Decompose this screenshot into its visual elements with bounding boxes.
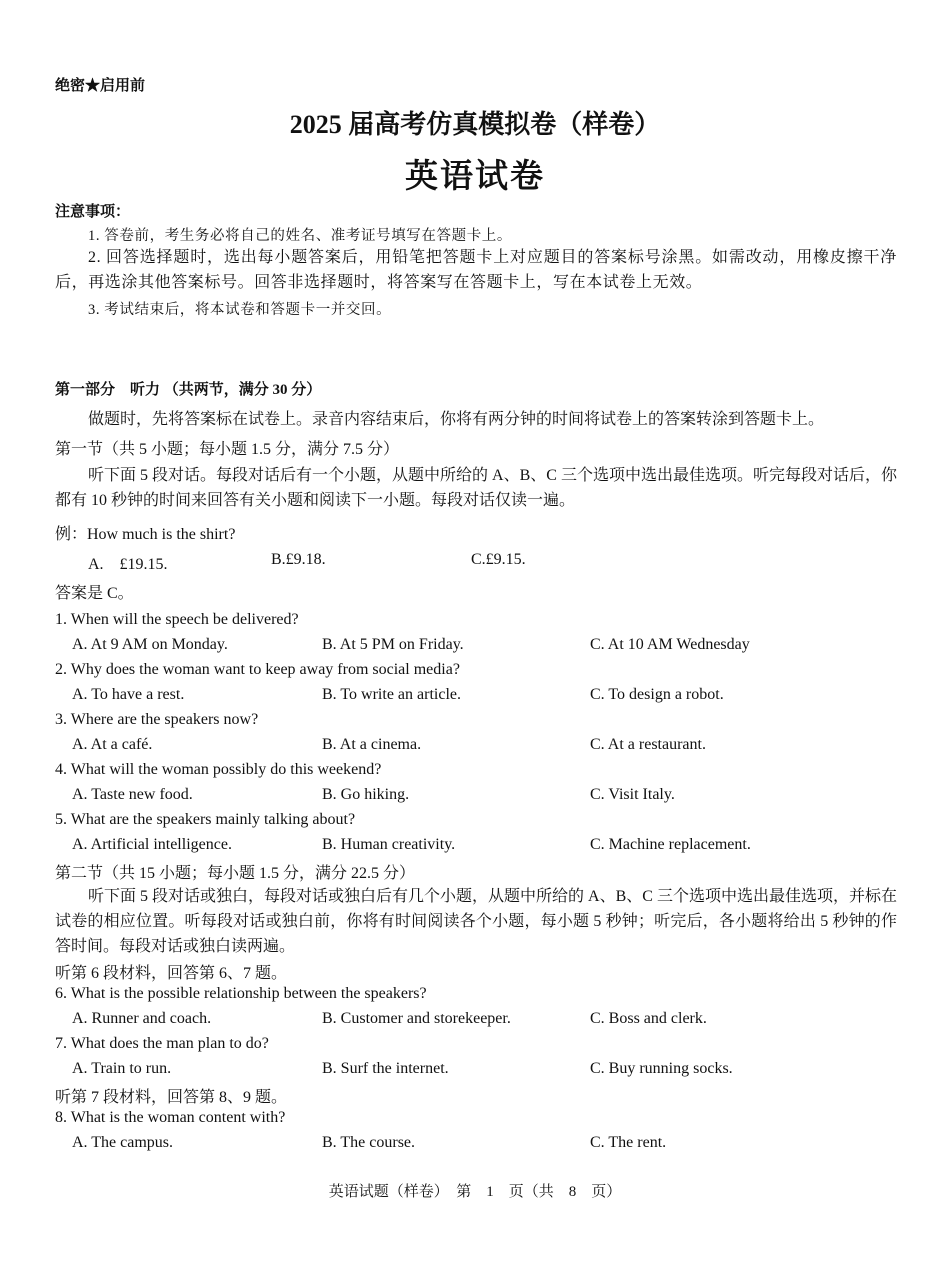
question-text: 8. What is the woman content with? [55, 1109, 286, 1126]
section2-instructions: 听下面 5 段对话或独白，每段对话或独白后有几个小题，从题中所给的 A、B、C 三个选项中选出最佳选项，并标在试卷的相应位置。听每段对话或独白前，你将有时间阅读各个小题，每小题 5 秒钟；听完后，各小题将给出 5 秒钟的作答时间。每段对话或独白读两遍。 [55, 888, 897, 955]
option-c: C. Visit Italy. [590, 786, 675, 803]
example-option-a: A. £19.15. [88, 556, 168, 573]
confidential-label: 绝密★启用前 [55, 78, 146, 94]
option-b: B. At 5 PM on Friday. [322, 636, 464, 653]
option-a: A. At 9 AM on Monday. [72, 636, 228, 653]
option-c: C. Machine replacement. [590, 836, 751, 853]
option-c: C. At 10 AM Wednesday [590, 636, 750, 653]
question-text: 3. Where are the speakers now? [55, 711, 259, 728]
option-b: B. Surf the internet. [322, 1060, 449, 1077]
option-a: A. Artificial intelligence. [72, 836, 232, 853]
note-item: 2. 回答选择题时，选出每小题答案后，用铅笔把答题卡上对应题目的答案标号涂黑。如需改动，用橡皮擦干净后，再选涂其他答案标号。回答非选择题时，将答案写在答题卡上，写在本试卷上无效。 [55, 249, 897, 291]
option-a: A. Taste new food. [72, 786, 193, 803]
notes-heading: 注意事项： [55, 204, 131, 220]
option-c: C. Buy running socks. [590, 1060, 733, 1077]
example-option-c: C.£9.15. [471, 551, 526, 568]
option-c: C. At a restaurant. [590, 736, 706, 753]
exam-title: 2025 届高考仿真模拟卷（样卷） [289, 110, 661, 139]
option-a: A. Runner and coach. [72, 1010, 212, 1027]
section2-heading: 第二节（共 15 小题；每小题 1.5 分，满分 22.5 分） [55, 865, 416, 882]
option-a: A. The campus. [72, 1134, 174, 1151]
option-a: A. To have a rest. [72, 686, 185, 703]
option-b: B. At a cinema. [322, 736, 422, 753]
question-text: 2. Why does the woman want to keep away from social media? [55, 661, 460, 678]
part1-intro: 做题时，先将答案标在试卷上。录音内容结束后，你将有两分钟的时间将试卷上的答案转涂到答题卡上。 [88, 411, 825, 428]
option-b: B. Go hiking. [322, 786, 410, 803]
question-text: 1. When will the speech be delivered? [55, 611, 299, 628]
example-answer: 答案是 C。 [55, 585, 134, 602]
question-text: 6. What is the possible relationship between the speakers? [55, 985, 427, 1002]
option-a: A. At a café. [72, 736, 153, 753]
section1-instructions: 听下面 5 段对话。每段对话后有一个小题，从题中所给的 A、B、C 三个选项中选出最佳选项。听完每段对话后，你都有 10 秒钟的时间来回答有关小题和阅读下一小题。每段对话仅读一遍。 [55, 467, 897, 509]
example-option-b: B.£9.18. [271, 551, 326, 568]
option-c: C. To design a robot. [590, 686, 724, 703]
option-c: C. Boss and clerk. [590, 1010, 707, 1027]
option-b: B. The course. [322, 1134, 416, 1151]
option-b: B. To write an article. [322, 686, 461, 703]
note-item: 3. 考试结束后，将本试卷和答题卡一并交回。 [88, 302, 392, 318]
exam-subject: 英语试卷 [405, 159, 545, 195]
part1-heading: 第一部分 听力 （共两节，满分 30 分） [55, 382, 322, 398]
note-item: 1. 答卷前，考生务必将自己的姓名、准考证号填写在答题卡上。 [88, 228, 512, 244]
option-a: A. Train to run. [72, 1060, 172, 1077]
example-question: 例：How much is the shirt? [55, 526, 236, 543]
question-text: 5. What are the speakers mainly talking about? [55, 811, 356, 828]
page-footer: 英语试题（样卷） 第 1 页（共 8 页） [328, 1184, 622, 1200]
question-text: 4. What will the woman possibly do this weekend? [55, 761, 382, 778]
option-b: B. Human creativity. [322, 836, 456, 853]
question-text: 7. What does the man plan to do? [55, 1035, 269, 1052]
section1-heading: 第一节（共 5 小题；每小题 1.5 分，满分 7.5 分） [55, 441, 400, 458]
option-b: B. Customer and storekeeper. [322, 1010, 511, 1027]
material-label: 听第 6 段材料，回答第 6、7 题。 [55, 965, 288, 982]
option-c: C. The rent. [590, 1134, 667, 1151]
material-label: 听第 7 段材料，回答第 8、9 题。 [55, 1089, 288, 1106]
